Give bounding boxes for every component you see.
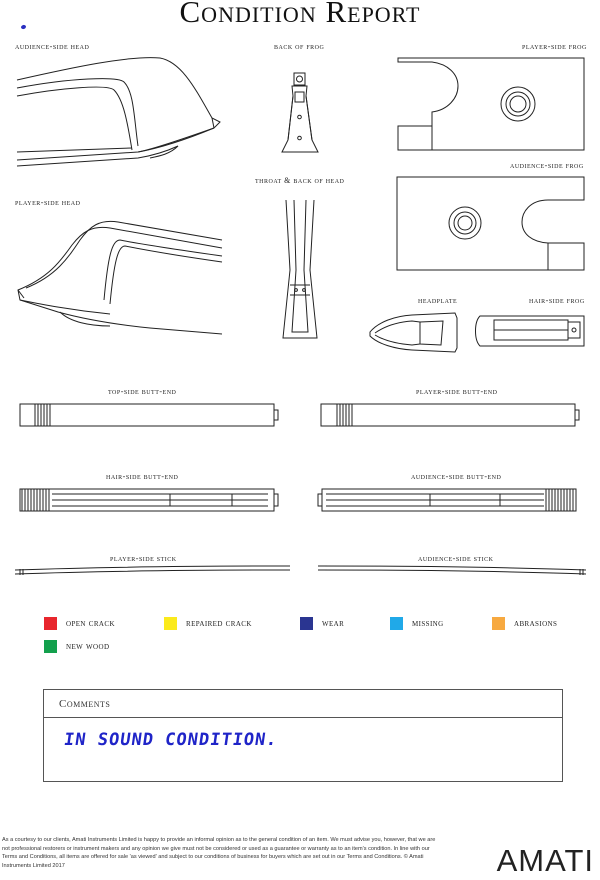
- label-player-side-head: player-side head: [15, 198, 81, 207]
- amati-logo: AMATI: [496, 843, 594, 878]
- legend-label: open crack: [66, 618, 115, 629]
- label-audience-side-stick: audience-side stick: [418, 554, 494, 563]
- legend-abrasions: [492, 617, 557, 630]
- top-side-butt-end-drawing: [20, 404, 278, 426]
- audience-side-head-drawing: [17, 58, 220, 166]
- legend-repaired-crack: [164, 617, 252, 630]
- player-side-frog-drawing: [398, 58, 584, 150]
- legend-swatch: [300, 617, 313, 630]
- hair-side-frog-drawing: [476, 316, 585, 346]
- headplate-drawing: [370, 313, 457, 352]
- legend-swatch: [492, 617, 505, 630]
- label-back-of-frog: back of frog: [274, 42, 325, 51]
- label-player-side-butt-end: player-side butt-end: [416, 387, 498, 396]
- hair-side-butt-end-drawing: [20, 489, 278, 511]
- label-top-side-butt-end: top-side butt-end: [108, 387, 177, 396]
- legend-swatch: [390, 617, 403, 630]
- legend-swatch: [44, 640, 57, 653]
- label-audience-side-frog: audience-side frog: [510, 161, 584, 170]
- player-side-butt-end-drawing: [321, 404, 579, 426]
- legend-wear: [300, 617, 344, 630]
- player-side-head-drawing: [18, 221, 222, 334]
- legend-label: repaired crack: [186, 618, 252, 629]
- label-throat-back-of-head: throat & back of head: [255, 176, 345, 185]
- disclaimer-text: As a courtesy to our clients, Amati Instruments Limited is happy to provide an informal opinion as to the general condition of an item. We must advise you, however, that we are not professional restorers or instrument makers and any opinion we give must not be considered or used as a guarantee or warranty as to an item's condition. In line with our Terms and Conditions, all items are offered for sale 'as viewed' and subject to our conditions of business for buyers which are set out in our Terms and Conditions. © Amati Instruments Limited 2017: [2, 837, 436, 869]
- legend-open-crack: [44, 617, 115, 630]
- audience-side-stick-drawing: [318, 566, 586, 575]
- label-hair-side-butt-end: hair-side butt-end: [106, 472, 179, 481]
- legend-new-wood: [44, 640, 109, 653]
- audience-side-butt-end-drawing: [318, 489, 576, 511]
- legend-label: missing: [412, 618, 444, 629]
- comments-heading: Comments: [44, 690, 562, 718]
- comments-handwritten-text: IN SOUND CONDITION.: [62, 730, 279, 750]
- legend-label: wear: [322, 618, 345, 629]
- label-player-side-frog: player-side frog: [522, 42, 587, 51]
- legend-label: new wood: [66, 641, 110, 652]
- player-side-stick-drawing: [15, 566, 290, 575]
- legend-swatch: [164, 617, 177, 630]
- label-headplate: headplate: [418, 296, 458, 305]
- back-of-frog-drawing: [282, 73, 318, 152]
- label-hair-side-frog: hair-side frog: [529, 296, 585, 305]
- audience-side-frog-drawing: [397, 177, 584, 270]
- label-audience-side-head: audience-side head: [15, 42, 90, 51]
- legend-missing: [390, 617, 444, 630]
- label-audience-side-butt-end: audience-side butt-end: [411, 472, 502, 481]
- page-title: Condition Report: [179, 0, 421, 29]
- label-player-side-stick: player-side stick: [110, 554, 177, 563]
- comments-box[interactable]: [43, 689, 563, 782]
- legend-swatch: [44, 617, 57, 630]
- throat-drawing: [283, 200, 317, 338]
- legend-label: abrasions: [514, 618, 558, 629]
